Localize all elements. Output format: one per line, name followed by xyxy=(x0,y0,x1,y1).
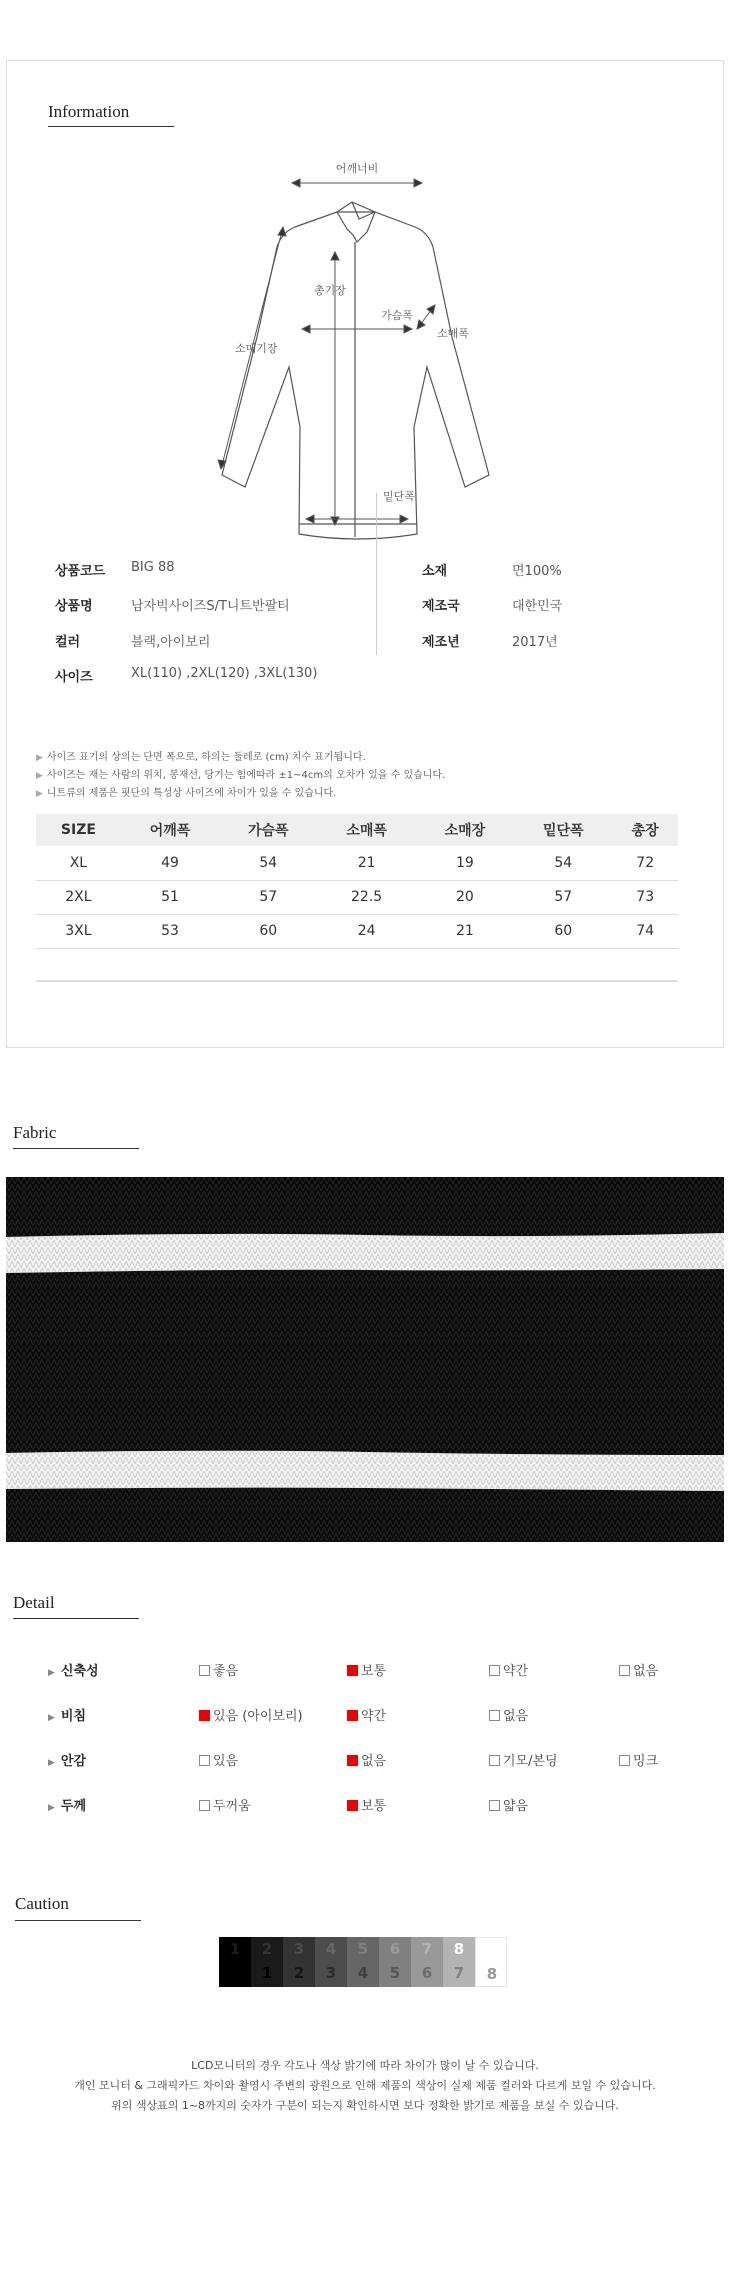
option-normal[interactable]: 보통 xyxy=(347,1660,386,1679)
table-bottom-rule xyxy=(36,980,678,982)
table-cell: 20 xyxy=(416,880,514,914)
header-cell: SIZE xyxy=(36,814,121,846)
table-cell: 72 xyxy=(612,846,678,880)
swatch-number: 4 xyxy=(357,1964,369,1982)
collar-outline xyxy=(337,202,375,242)
swatch-cell xyxy=(411,1937,443,1987)
detail-label: 신축성 xyxy=(60,1664,99,1679)
swatch-cell xyxy=(251,1937,283,1987)
header-cell: 밑단폭 xyxy=(514,814,612,846)
swatch-cell xyxy=(475,1937,507,1987)
checkbox-checked-icon[interactable] xyxy=(199,1710,210,1721)
swatch-number: 5 xyxy=(389,1964,401,1982)
option-thick[interactable]: 두꺼움 xyxy=(199,1795,251,1814)
note-item: ▶ 사이즈는 재는 사람의 위치, 봉재선, 당기는 힘에따라 ±1~4cm의 오차가 있을 수 있습니다. xyxy=(36,770,446,781)
swatch-number: 8 xyxy=(453,1940,465,1958)
swatch-number: 1 xyxy=(261,1964,273,1982)
diagram-label-chest: 가슴폭 xyxy=(381,309,413,322)
table-cell: 51 xyxy=(121,880,219,914)
caution-line: LCD모니터의 경우 각도나 색상 밝기에 따라 차이가 많이 날 수 있습니다. xyxy=(191,2059,539,2072)
table-row xyxy=(36,880,678,914)
spec-value: BIG 88 xyxy=(131,560,175,575)
spec-value: 2017년 xyxy=(512,635,558,650)
note-item: ▶ 사이즈 표기의 상의는 단면 폭으로, 하의는 둘레로 (cm) 치수 표기됩니다. xyxy=(36,752,366,763)
detail-title-underline xyxy=(13,1618,139,1619)
spec-value: 면100% xyxy=(512,564,562,579)
header-cell: 가슴폭 xyxy=(219,814,317,846)
table-cell: 49 xyxy=(121,846,219,880)
spec-key: 제조년 xyxy=(422,635,460,650)
header-cell: 어깨폭 xyxy=(121,814,219,846)
table-cell: 73 xyxy=(612,880,678,914)
size-table xyxy=(36,814,678,949)
table-cell: 54 xyxy=(219,846,317,880)
table-cell: 60 xyxy=(219,914,317,948)
swatch-cell xyxy=(379,1937,411,1987)
option-none[interactable]: 없음 xyxy=(619,1660,658,1679)
fabric-photo xyxy=(6,1177,724,1542)
swatch-number: 3 xyxy=(325,1964,337,1982)
option-thin[interactable]: 얇음 xyxy=(489,1795,528,1814)
triangle-bullet-icon: ▶ xyxy=(36,771,43,781)
spec-value: XL(110) ,2XL(120) ,3XL(130) xyxy=(131,666,318,681)
detail-title: Detail xyxy=(13,1593,55,1612)
option-no[interactable]: 없음 xyxy=(347,1750,386,1769)
swatch-number: 2 xyxy=(261,1940,273,1958)
checkbox-icon[interactable] xyxy=(489,1710,500,1721)
caution-line: 위의 색상표의 1~8까지의 숫자가 구분이 되는지 확인하시면 보다 정확한 밝기로 제품을 보실 수 있습니다. xyxy=(111,2099,619,2112)
table-cell: 57 xyxy=(219,880,317,914)
caution-title: Caution xyxy=(15,1894,69,1913)
option-yes-ivory[interactable]: 있음 (아이보리) xyxy=(199,1705,303,1724)
diagram-label-sleeve-width: 소매폭 xyxy=(437,327,469,340)
table-cell: 57 xyxy=(514,880,612,914)
triangle-bullet-icon: ▶ xyxy=(48,1758,55,1768)
information-title-underline xyxy=(48,126,174,127)
swatch-number: 8 xyxy=(486,1965,498,1983)
table-cell: 54 xyxy=(514,846,612,880)
spec-value: 남자빅사이즈S/T니트반팔티 xyxy=(131,599,290,614)
detail-label: 비침 xyxy=(60,1709,87,1724)
spec-key: 컬러 xyxy=(55,635,81,650)
table-cell: 3XL xyxy=(36,914,121,948)
spec-key: 소재 xyxy=(422,564,448,579)
checkbox-icon[interactable] xyxy=(199,1665,210,1676)
size-notes xyxy=(36,749,445,803)
diagram-label-shoulder: 어깨너비 xyxy=(335,162,379,175)
diagram-label-hem: 밑단폭 xyxy=(383,490,415,503)
option-brushed-bonding[interactable]: 기모/본딩 xyxy=(489,1750,558,1769)
spec-value: 블랙,아이보리 xyxy=(131,635,211,650)
triangle-bullet-icon: ▶ xyxy=(48,1668,55,1678)
spec-divider xyxy=(376,493,377,655)
table-cell: 22.5 xyxy=(317,880,415,914)
option-yes[interactable]: 있음 xyxy=(199,1750,238,1769)
table-cell: 21 xyxy=(317,846,415,880)
table-cell: 21 xyxy=(416,914,514,948)
size-table-header xyxy=(36,814,678,846)
swatch-number: 6 xyxy=(421,1964,433,1982)
detail-label: 안감 xyxy=(60,1754,87,1769)
swatch-number: 4 xyxy=(325,1940,337,1958)
spec-key: 제조국 xyxy=(422,599,460,614)
table-cell: XL xyxy=(36,846,121,880)
triangle-bullet-icon: ▶ xyxy=(36,753,43,763)
checkbox-checked-icon[interactable] xyxy=(347,1800,358,1811)
swatch-number: 5 xyxy=(357,1940,369,1958)
table-cell: 2XL xyxy=(36,880,121,914)
option-slight[interactable]: 약간 xyxy=(347,1705,386,1724)
triangle-bullet-icon: ▶ xyxy=(36,789,43,799)
checkbox-checked-icon[interactable] xyxy=(347,1710,358,1721)
diagram-label-sleeve-length: 소매기장 xyxy=(235,342,278,355)
option-slight[interactable]: 약간 xyxy=(489,1660,528,1679)
swatch-number: 6 xyxy=(389,1940,401,1958)
spec-key: 상품명 xyxy=(55,599,93,614)
table-cell: 53 xyxy=(121,914,219,948)
checkbox-checked-icon[interactable] xyxy=(347,1755,358,1766)
option-normal[interactable]: 보통 xyxy=(347,1795,386,1814)
spec-value: 대한민국 xyxy=(512,599,563,614)
header-cell: 소매장 xyxy=(416,814,514,846)
option-good[interactable]: 좋음 xyxy=(199,1660,238,1679)
triangle-bullet-icon: ▶ xyxy=(48,1713,55,1723)
checkbox-icon[interactable] xyxy=(489,1665,500,1676)
note-item: ▶ 니트류의 제품은 핏단의 특성상 사이즈에 차이가 있을 수 있습니다. xyxy=(36,788,337,799)
checkbox-checked-icon[interactable] xyxy=(347,1665,358,1676)
swatch-cell xyxy=(347,1937,379,1987)
option-none[interactable]: 없음 xyxy=(489,1705,528,1724)
fabric-title: Fabric xyxy=(13,1123,57,1142)
swatch-number: 7 xyxy=(453,1964,465,1982)
checkbox-icon[interactable] xyxy=(199,1800,210,1811)
table-cell: 60 xyxy=(514,914,612,948)
garment-size-diagram xyxy=(207,107,517,503)
table-row xyxy=(36,846,678,880)
swatch-number: 2 xyxy=(293,1964,305,1982)
checkbox-icon[interactable] xyxy=(619,1755,630,1766)
table-cell: 74 xyxy=(612,914,678,948)
option-mink[interactable]: 밍크 xyxy=(619,1750,658,1769)
swatch-cell xyxy=(283,1937,315,1987)
checkbox-icon[interactable] xyxy=(199,1755,210,1766)
checkbox-icon[interactable] xyxy=(619,1665,630,1676)
table-cell: 24 xyxy=(317,914,415,948)
checkbox-icon[interactable] xyxy=(489,1755,500,1766)
swatch-number: 3 xyxy=(293,1940,305,1958)
caution-line: 개인 모니터 & 그래픽카드 차이와 촬영시 주변의 광원으로 인해 제품의 색상이 실제 제품 컬러와 다르게 보일 수 있습니다. xyxy=(74,2079,656,2092)
fabric-title-underline xyxy=(13,1148,139,1149)
information-title: Information xyxy=(48,102,130,121)
checkbox-icon[interactable] xyxy=(489,1800,500,1811)
triangle-bullet-icon: ▶ xyxy=(48,1803,55,1813)
spec-key: 사이즈 xyxy=(55,670,93,685)
swatch-cell xyxy=(219,1937,251,1987)
detail-label: 두께 xyxy=(60,1799,87,1814)
table-cell: 19 xyxy=(416,846,514,880)
table-row xyxy=(36,914,678,948)
swatch-cell xyxy=(443,1937,475,1987)
diagram-label-total-length: 총기장 xyxy=(314,284,346,297)
header-cell: 소매폭 xyxy=(317,814,415,846)
swatch-cell xyxy=(315,1937,347,1987)
spec-key: 상품코드 xyxy=(55,564,106,579)
swatch-number: 1 xyxy=(229,1940,241,1958)
header-cell: 총장 xyxy=(612,814,678,846)
caution-title-underline xyxy=(15,1920,141,1921)
swatch-number: 7 xyxy=(421,1940,433,1958)
